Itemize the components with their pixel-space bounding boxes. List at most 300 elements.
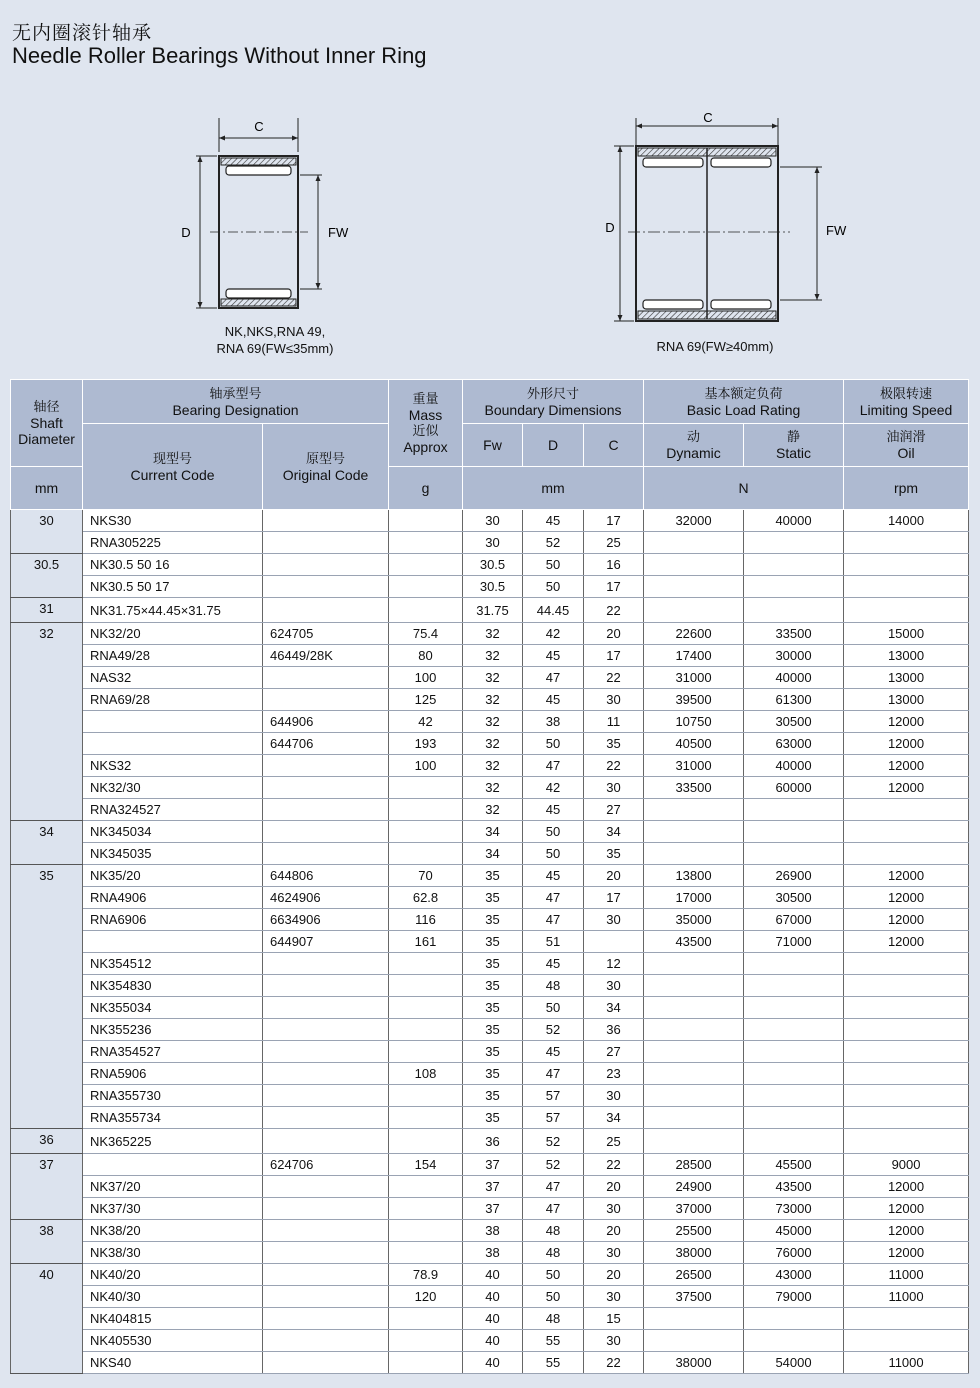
col-d: D [523, 424, 584, 467]
original-code-cell [263, 1308, 389, 1330]
shaft-diameter-cell: 40 [11, 1264, 83, 1374]
col-limiting-speed: 极限转速 Limiting Speed [844, 380, 969, 424]
table-row [11, 975, 969, 997]
static-cell [744, 1107, 844, 1129]
c-cell: 20 [584, 865, 644, 887]
d-cell: 45 [523, 799, 584, 821]
oil-speed-cell [844, 1308, 969, 1330]
static-cell [744, 843, 844, 865]
mass-cell [389, 1107, 463, 1129]
mass-cell: 42 [389, 711, 463, 733]
mass-cell [389, 510, 463, 532]
current-code-cell: RNA355730 [83, 1085, 263, 1107]
current-code-cell: NKS30 [83, 510, 263, 532]
dynamic-cell [644, 1308, 744, 1330]
c-cell: 20 [584, 1220, 644, 1242]
mass-cell: 120 [389, 1286, 463, 1308]
current-code-cell [83, 1154, 263, 1176]
static-cell [744, 1308, 844, 1330]
static-cell: 60000 [744, 777, 844, 799]
mass-cell [389, 821, 463, 843]
original-code-cell [263, 1198, 389, 1220]
oil-speed-cell: 15000 [844, 623, 969, 645]
fw-cell: 35 [463, 887, 523, 909]
current-code-cell: RNA49/28 [83, 645, 263, 667]
dynamic-cell [644, 1107, 744, 1129]
original-code-cell [263, 598, 389, 623]
page-title-en: Needle Roller Bearings Without Inner Ring [12, 43, 427, 68]
static-cell [744, 799, 844, 821]
dynamic-cell [644, 554, 744, 576]
c-cell: 30 [584, 975, 644, 997]
dynamic-cell: 38000 [644, 1242, 744, 1264]
d-cell: 45 [523, 1041, 584, 1063]
table-row [11, 843, 969, 865]
oil-speed-cell: 12000 [844, 1242, 969, 1264]
d-cell: 52 [523, 1019, 584, 1041]
current-code-cell: NK37/20 [83, 1176, 263, 1198]
d-cell: 50 [523, 1264, 584, 1286]
d-cell: 38 [523, 711, 584, 733]
fw-cell: 30.5 [463, 554, 523, 576]
current-code-cell: NK405530 [83, 1330, 263, 1352]
d-cell: 57 [523, 1107, 584, 1129]
original-code-cell [263, 1063, 389, 1085]
oil-speed-cell [844, 598, 969, 623]
c-cell: 22 [584, 667, 644, 689]
d-cell: 47 [523, 887, 584, 909]
table-row [11, 1352, 969, 1374]
shaft-diameter-cell: 34 [11, 821, 83, 865]
dim-c-label-2: C [703, 110, 713, 125]
c-cell: 30 [584, 909, 644, 931]
fw-cell: 34 [463, 821, 523, 843]
dynamic-cell [644, 1063, 744, 1085]
c-cell: 17 [584, 645, 644, 667]
dynamic-cell [644, 598, 744, 623]
oil-speed-cell: 12000 [844, 1198, 969, 1220]
original-code-cell [263, 953, 389, 975]
c-cell: 35 [584, 733, 644, 755]
mass-cell: 154 [389, 1154, 463, 1176]
original-code-cell [263, 1085, 389, 1107]
c-cell: 22 [584, 598, 644, 623]
mass-cell: 75.4 [389, 623, 463, 645]
static-cell [744, 975, 844, 997]
fw-cell: 37 [463, 1176, 523, 1198]
table-row [11, 821, 969, 843]
d-cell: 50 [523, 997, 584, 1019]
table-row [11, 799, 969, 821]
c-cell: 25 [584, 532, 644, 554]
table-row [11, 777, 969, 799]
oil-speed-cell: 12000 [844, 733, 969, 755]
oil-speed-cell [844, 953, 969, 975]
col-mass: 重量 Mass 近似 Approx [389, 380, 463, 467]
original-code-cell: 644906 [263, 711, 389, 733]
d-cell: 50 [523, 843, 584, 865]
static-cell [744, 1019, 844, 1041]
bearing-spec-table [10, 379, 969, 1374]
current-code-cell: NK404815 [83, 1308, 263, 1330]
fw-cell: 35 [463, 1041, 523, 1063]
d-cell: 44.45 [523, 598, 584, 623]
fw-cell: 36 [463, 1129, 523, 1154]
d-cell: 50 [523, 733, 584, 755]
fw-cell: 30.5 [463, 576, 523, 598]
table-row [11, 1308, 969, 1330]
current-code-cell [83, 733, 263, 755]
fw-cell: 32 [463, 667, 523, 689]
static-cell: 26900 [744, 865, 844, 887]
d-cell: 50 [523, 821, 584, 843]
table-row [11, 623, 969, 645]
table-row [11, 645, 969, 667]
dynamic-cell [644, 1330, 744, 1352]
d-cell: 48 [523, 1220, 584, 1242]
c-cell: 27 [584, 799, 644, 821]
current-code-cell: NK40/20 [83, 1264, 263, 1286]
fw-cell: 35 [463, 909, 523, 931]
table-row [11, 931, 969, 953]
original-code-cell [263, 1129, 389, 1154]
mass-cell [389, 554, 463, 576]
oil-speed-cell [844, 1085, 969, 1107]
table-row [11, 1107, 969, 1129]
caption-small [190, 323, 360, 357]
dynamic-cell: 38000 [644, 1352, 744, 1374]
fw-cell: 30 [463, 510, 523, 532]
current-code-cell: NK355236 [83, 1019, 263, 1041]
d-cell: 47 [523, 1176, 584, 1198]
c-cell: 17 [584, 887, 644, 909]
table-row [11, 510, 969, 532]
mass-cell: 78.9 [389, 1264, 463, 1286]
fw-cell: 32 [463, 733, 523, 755]
static-cell: 40000 [744, 755, 844, 777]
d-cell: 50 [523, 576, 584, 598]
fw-cell: 35 [463, 953, 523, 975]
shaft-diameter-cell: 35 [11, 865, 83, 1129]
static-cell: 76000 [744, 1242, 844, 1264]
dynamic-cell: 32000 [644, 510, 744, 532]
oil-speed-cell: 12000 [844, 865, 969, 887]
current-code-cell: RNA5906 [83, 1063, 263, 1085]
dynamic-cell [644, 799, 744, 821]
dynamic-cell: 31000 [644, 667, 744, 689]
mass-cell [389, 1085, 463, 1107]
original-code-cell [263, 975, 389, 997]
d-cell: 55 [523, 1330, 584, 1352]
original-code-cell [263, 1286, 389, 1308]
original-code-cell [263, 843, 389, 865]
d-cell: 48 [523, 1308, 584, 1330]
table-row [11, 1220, 969, 1242]
original-code-cell [263, 1220, 389, 1242]
unit-rpm: rpm [844, 467, 969, 510]
oil-speed-cell: 13000 [844, 667, 969, 689]
original-code-cell [263, 532, 389, 554]
oil-speed-cell: 12000 [844, 1176, 969, 1198]
c-cell: 36 [584, 1019, 644, 1041]
table-row [11, 1330, 969, 1352]
mass-cell [389, 1220, 463, 1242]
c-cell: 17 [584, 510, 644, 532]
col-original-code: 原型号 Original Code [263, 424, 389, 510]
d-cell: 45 [523, 510, 584, 532]
table-row [11, 1129, 969, 1154]
static-cell: 73000 [744, 1198, 844, 1220]
original-code-cell: 6634906 [263, 909, 389, 931]
current-code-cell: NK32/30 [83, 777, 263, 799]
fw-cell: 35 [463, 1085, 523, 1107]
original-code-cell: 4624906 [263, 887, 389, 909]
c-cell: 30 [584, 777, 644, 799]
static-cell: 40000 [744, 667, 844, 689]
dynamic-cell: 40500 [644, 733, 744, 755]
current-code-cell: NKS32 [83, 755, 263, 777]
c-cell: 30 [584, 689, 644, 711]
fw-cell: 35 [463, 975, 523, 997]
mass-cell [389, 1242, 463, 1264]
original-code-cell [263, 1242, 389, 1264]
static-cell: 61300 [744, 689, 844, 711]
table-row [11, 1085, 969, 1107]
fw-cell: 40 [463, 1286, 523, 1308]
original-code-cell [263, 777, 389, 799]
oil-speed-cell: 13000 [844, 689, 969, 711]
table-row [11, 689, 969, 711]
oil-speed-cell [844, 1063, 969, 1085]
original-code-cell [263, 576, 389, 598]
page-title-cn: 无内圈滚针轴承 [12, 22, 153, 44]
d-cell: 57 [523, 1085, 584, 1107]
current-code-cell: NK31.75×44.45×31.75 [83, 598, 263, 623]
oil-speed-cell: 14000 [844, 510, 969, 532]
fw-cell: 40 [463, 1352, 523, 1374]
dynamic-cell: 13800 [644, 865, 744, 887]
mass-cell [389, 1019, 463, 1041]
col-basic-load-rating: 基本额定负荷 Basic Load Rating [644, 380, 844, 424]
current-code-cell: NK345035 [83, 843, 263, 865]
static-cell: 30000 [744, 645, 844, 667]
oil-speed-cell [844, 532, 969, 554]
oil-speed-cell: 12000 [844, 887, 969, 909]
original-code-cell [263, 554, 389, 576]
d-cell: 47 [523, 755, 584, 777]
d-cell: 47 [523, 1063, 584, 1085]
fw-cell: 32 [463, 645, 523, 667]
fw-cell: 32 [463, 711, 523, 733]
fw-cell: 37 [463, 1154, 523, 1176]
static-cell [744, 1330, 844, 1352]
dim-fw-label-2: FW [826, 223, 847, 238]
c-cell: 20 [584, 623, 644, 645]
fw-cell: 35 [463, 1019, 523, 1041]
mass-cell [389, 975, 463, 997]
current-code-cell: RNA355734 [83, 1107, 263, 1129]
dynamic-cell [644, 1085, 744, 1107]
mass-cell [389, 1330, 463, 1352]
current-code-cell: NK345034 [83, 821, 263, 843]
original-code-cell: 644806 [263, 865, 389, 887]
oil-speed-cell [844, 843, 969, 865]
oil-speed-cell [844, 975, 969, 997]
current-code-cell: NK38/20 [83, 1220, 263, 1242]
d-cell: 52 [523, 1154, 584, 1176]
dynamic-cell: 26500 [644, 1264, 744, 1286]
oil-speed-cell: 9000 [844, 1154, 969, 1176]
current-code-cell: NK365225 [83, 1129, 263, 1154]
mass-cell [389, 843, 463, 865]
fw-cell: 38 [463, 1220, 523, 1242]
table-row [11, 997, 969, 1019]
d-cell: 45 [523, 645, 584, 667]
dynamic-cell: 43500 [644, 931, 744, 953]
static-cell: 30500 [744, 887, 844, 909]
dynamic-cell: 33500 [644, 777, 744, 799]
static-cell: 30500 [744, 711, 844, 733]
dynamic-cell [644, 953, 744, 975]
oil-speed-cell [844, 1129, 969, 1154]
unit-g: g [389, 467, 463, 510]
c-cell: 16 [584, 554, 644, 576]
d-cell: 51 [523, 931, 584, 953]
d-cell: 45 [523, 865, 584, 887]
mass-cell: 70 [389, 865, 463, 887]
static-cell [744, 821, 844, 843]
static-cell [744, 532, 844, 554]
c-cell: 30 [584, 1242, 644, 1264]
static-cell [744, 598, 844, 623]
d-cell: 48 [523, 1242, 584, 1264]
static-cell [744, 554, 844, 576]
oil-speed-cell: 12000 [844, 909, 969, 931]
shaft-diameter-cell: 30 [11, 510, 83, 554]
oil-speed-cell: 12000 [844, 931, 969, 953]
table-row [11, 865, 969, 887]
oil-speed-cell: 13000 [844, 645, 969, 667]
current-code-cell: NK354512 [83, 953, 263, 975]
dynamic-cell [644, 1041, 744, 1063]
original-code-cell [263, 1330, 389, 1352]
oil-speed-cell: 11000 [844, 1264, 969, 1286]
current-code-cell: NK30.5 50 16 [83, 554, 263, 576]
col-oil: 油润滑 Oil [844, 424, 969, 467]
fw-cell: 35 [463, 1063, 523, 1085]
original-code-cell [263, 821, 389, 843]
c-cell: 12 [584, 953, 644, 975]
fw-cell: 32 [463, 777, 523, 799]
c-cell: 11 [584, 711, 644, 733]
mass-cell [389, 1198, 463, 1220]
unit-n: N [644, 467, 844, 510]
fw-cell: 30 [463, 532, 523, 554]
mass-cell [389, 532, 463, 554]
caption-large: RNA 69(FW≥40mm) [656, 339, 774, 354]
c-cell: 30 [584, 1198, 644, 1220]
dynamic-cell [644, 843, 744, 865]
dim-d-label: D [181, 225, 191, 240]
original-code-cell [263, 1019, 389, 1041]
current-code-cell: NK32/20 [83, 623, 263, 645]
mass-cell: 193 [389, 733, 463, 755]
oil-speed-cell: 11000 [844, 1286, 969, 1308]
static-cell [744, 1085, 844, 1107]
static-cell: 43000 [744, 1264, 844, 1286]
col-shaft-diameter: 轴径 Shaft Diameter [11, 380, 83, 467]
original-code-cell: 624706 [263, 1154, 389, 1176]
table-row [11, 1019, 969, 1041]
caption-line1: NK,NKS,RNA 49, [224, 324, 326, 339]
d-cell: 42 [523, 623, 584, 645]
original-code-cell [263, 997, 389, 1019]
original-code-cell: 624705 [263, 623, 389, 645]
current-code-cell: NK38/30 [83, 1242, 263, 1264]
table-row [11, 554, 969, 576]
dim-d-label-2: D [605, 220, 615, 235]
oil-speed-cell [844, 821, 969, 843]
col-static: 静 Static [744, 424, 844, 467]
mass-cell: 108 [389, 1063, 463, 1085]
fw-cell: 32 [463, 689, 523, 711]
static-cell [744, 953, 844, 975]
dynamic-cell: 17400 [644, 645, 744, 667]
dynamic-cell [644, 975, 744, 997]
oil-speed-cell [844, 997, 969, 1019]
static-cell: 45500 [744, 1154, 844, 1176]
current-code-cell: RNA354527 [83, 1041, 263, 1063]
dynamic-cell: 39500 [644, 689, 744, 711]
table-row [11, 1063, 969, 1085]
c-cell: 27 [584, 1041, 644, 1063]
col-c: C [584, 424, 644, 467]
mass-cell [389, 1308, 463, 1330]
static-cell: 63000 [744, 733, 844, 755]
c-cell: 30 [584, 1330, 644, 1352]
table-row [11, 576, 969, 598]
col-bearing-designation: 轴承型号 Bearing Designation [83, 380, 389, 424]
fw-cell: 35 [463, 931, 523, 953]
c-cell: 22 [584, 1352, 644, 1374]
c-cell: 17 [584, 576, 644, 598]
mass-cell [389, 1176, 463, 1198]
static-cell: 45000 [744, 1220, 844, 1242]
c-cell: 30 [584, 1085, 644, 1107]
shaft-diameter-cell: 38 [11, 1220, 83, 1264]
original-code-cell [263, 1041, 389, 1063]
current-code-cell: NK35/20 [83, 865, 263, 887]
dim-fw-label: FW [328, 225, 349, 240]
current-code-cell: NK37/30 [83, 1198, 263, 1220]
fw-cell: 40 [463, 1308, 523, 1330]
fw-cell: 32 [463, 623, 523, 645]
bearing-diagram-large [590, 104, 860, 334]
c-cell: 22 [584, 755, 644, 777]
shaft-diameter-cell: 30.5 [11, 554, 83, 598]
mass-cell [389, 799, 463, 821]
mass-cell: 125 [389, 689, 463, 711]
table-row [11, 909, 969, 931]
dynamic-cell: 37500 [644, 1286, 744, 1308]
fw-cell: 35 [463, 865, 523, 887]
mass-cell: 116 [389, 909, 463, 931]
table-row [11, 532, 969, 554]
d-cell: 47 [523, 909, 584, 931]
table-row [11, 1154, 969, 1176]
oil-speed-cell [844, 1041, 969, 1063]
table-row [11, 711, 969, 733]
